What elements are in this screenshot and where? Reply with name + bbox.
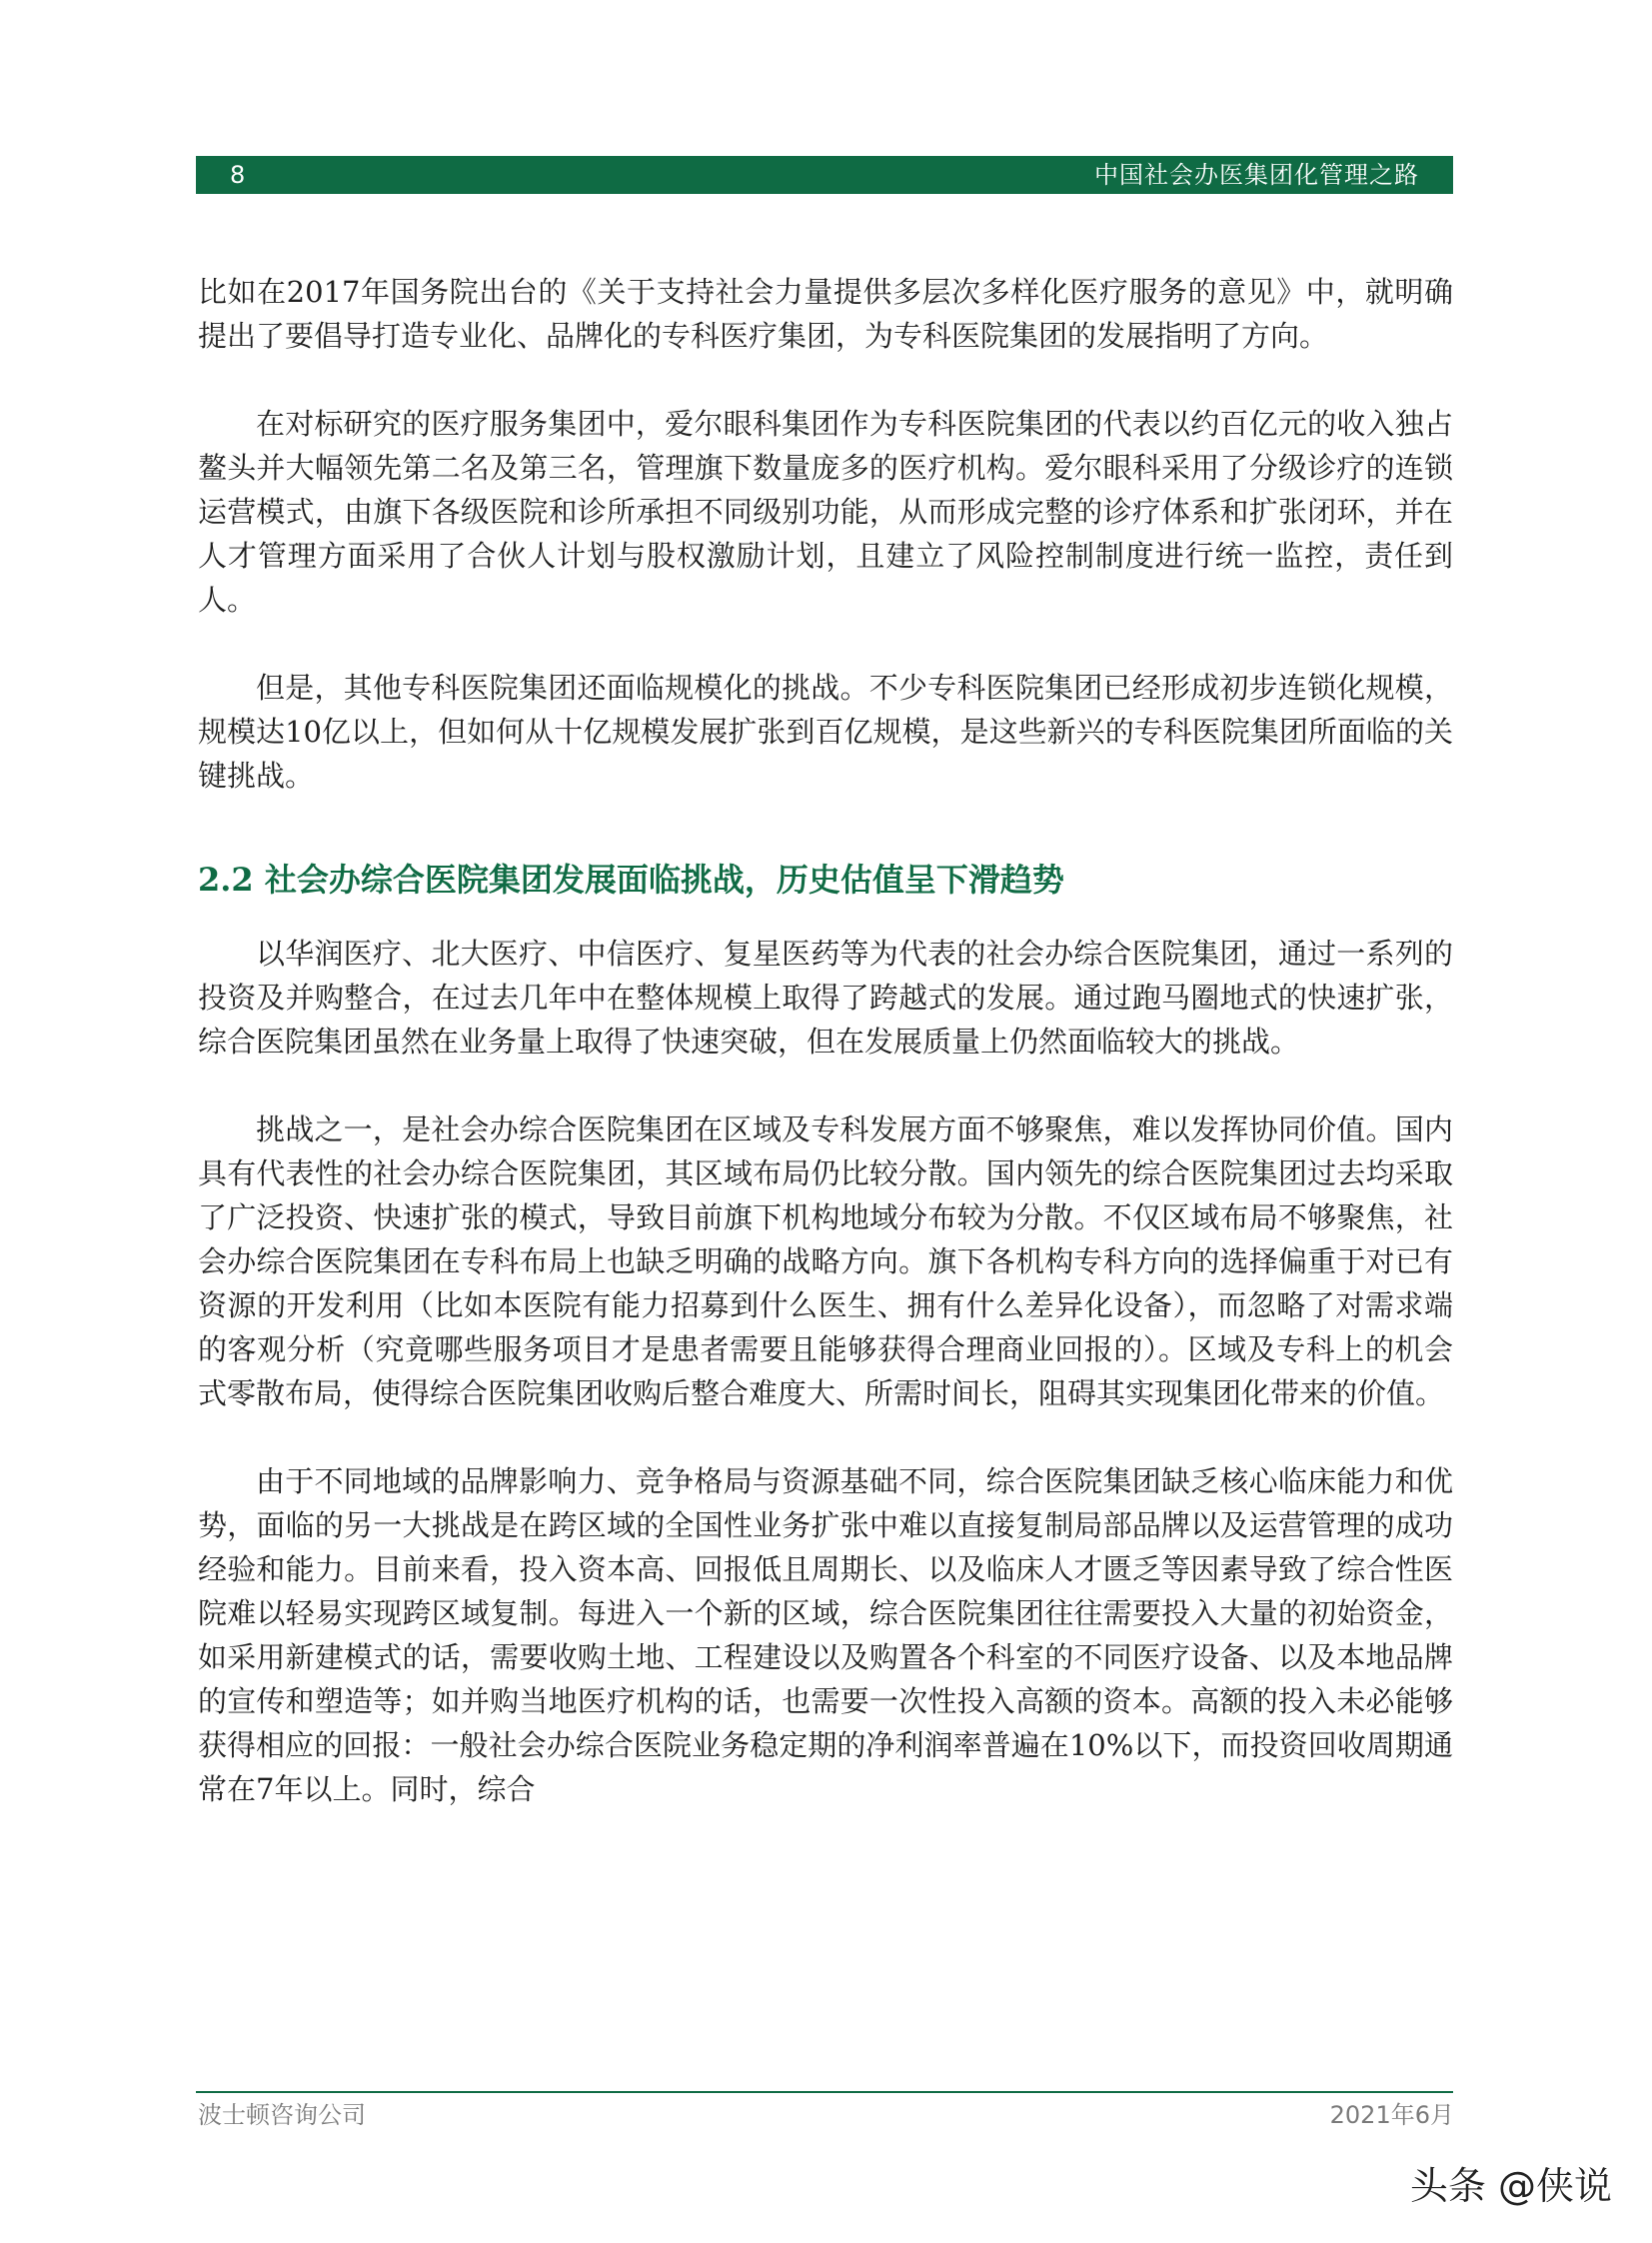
header-bar: [196, 156, 1453, 194]
paragraph-1: 比如在2017年国务院出台的《关于支持社会力量提供多层次多样化医疗服务的意见》中，就明确提出了要倡导打造专业化、品牌化的专科医疗集团，为专科医院集团的发展指明了方向。: [198, 275, 1453, 353]
paragraph-6: 由于不同地域的品牌影响力、竞争格局与资源基础不同，综合医院集团缺乏核心临床能力和优势，面临的另一大挑战是在跨区域的全国性业务扩张中难以直接复制局部品牌以及运营管理的成功经验和能力。目前来看，投入资本高、回报低且周期长、以及临床人才匮乏等因素导致了综合性医院难以轻易实现跨区域复制。每进入一个新的区域，综合医院集团往往需要投入大量的初始资金，如采用新建模式的话，需要收购土地、工程建设以及购置各个科室的不同医疗设备、以及本地品牌的宣传和塑造等；如并购当地医疗机构的话，也需要一次性投入高额的资本。高额的投入未必能够获得相应的回报：一般社会办综合医院业务稳定期的净利润率普遍在10%以下，而投资回收周期通常在7年以上。同时，综合: [198, 1464, 1453, 1806]
footer-date: 2021年6月: [1329, 2101, 1454, 2129]
paragraph-5: 挑战之一，是社会办综合医院集团在区域及专科发展方面不够聚焦，难以发挥协同价值。国内具有代表性的社会办综合医院集团，其区域布局仍比较分散。国内领先的综合医院集团过去均采取了广泛投资、快速扩张的模式，导致目前旗下机构地域分布较为分散。不仅区域布局不够聚焦，社会办综合医院集团在专科布局上也缺乏明确的战略方向。旗下各机构专科方向的选择偏重于对已有资源的开发利用（比如本医院有能力招募到什么医生、拥有什么差异化设备），而忽略了对需求端的客观分析（究竟哪些服务项目才是患者需要且能够获得合理商业回报的）。区域及专科上的机会式零散布局，使得综合医院集团收购后整合难度大、所需时间长，阻碍其实现集团化带来的价值。: [198, 1113, 1453, 1410]
paragraph-2: 在对标研究的医疗服务集团中，爱尔眼科集团作为专科医院集团的代表以约百亿元的收入独占鳌头并大幅领先第二名及第三名，管理旗下数量庞多的医疗机构。爱尔眼科采用了分级诊疗的连锁运营模式，由旗下各级医院和诊所承担不同级别功能，从而形成完整的诊疗体系和扩张闭环，并在人才管理方面采用了合伙人计划与股权激励计划，且建立了风险控制制度进行统一监控，责任到人。: [198, 407, 1453, 617]
paragraph-3: 但是，其他专科医院集团还面临规模化的挑战。不少专科医院集团已经形成初步连锁化规模，规模达10亿以上，但如何从十亿规模发展扩张到百亿规模，是这些新兴的专科医院集团所面临的关键挑战。: [198, 671, 1453, 793]
page-number: 8: [230, 161, 246, 189]
paragraph-4: 以华润医疗、北大医疗、中信医疗、复星医药等为代表的社会办综合医院集团，通过一系列的投资及并购整合，在过去几年中在整体规模上取得了跨越式的发展。通过跑马圈地式的快速扩张，综合医院集团虽然在业务量上取得了快速突破，但在发展质量上仍然面临较大的挑战。: [198, 937, 1453, 1059]
footer-divider: [196, 2091, 1453, 2093]
main-content: [198, 270, 1453, 1855]
document-title: 中国社会办医集团化管理之路: [1094, 161, 1419, 189]
section-heading: 2.2 社会办综合医院集团发展面临挑战，历史估值呈下滑趋势: [198, 861, 1064, 899]
watermark: 头条 @侠说: [1409, 2164, 1612, 2208]
footer-company: 波士顿咨询公司: [198, 2101, 366, 2129]
